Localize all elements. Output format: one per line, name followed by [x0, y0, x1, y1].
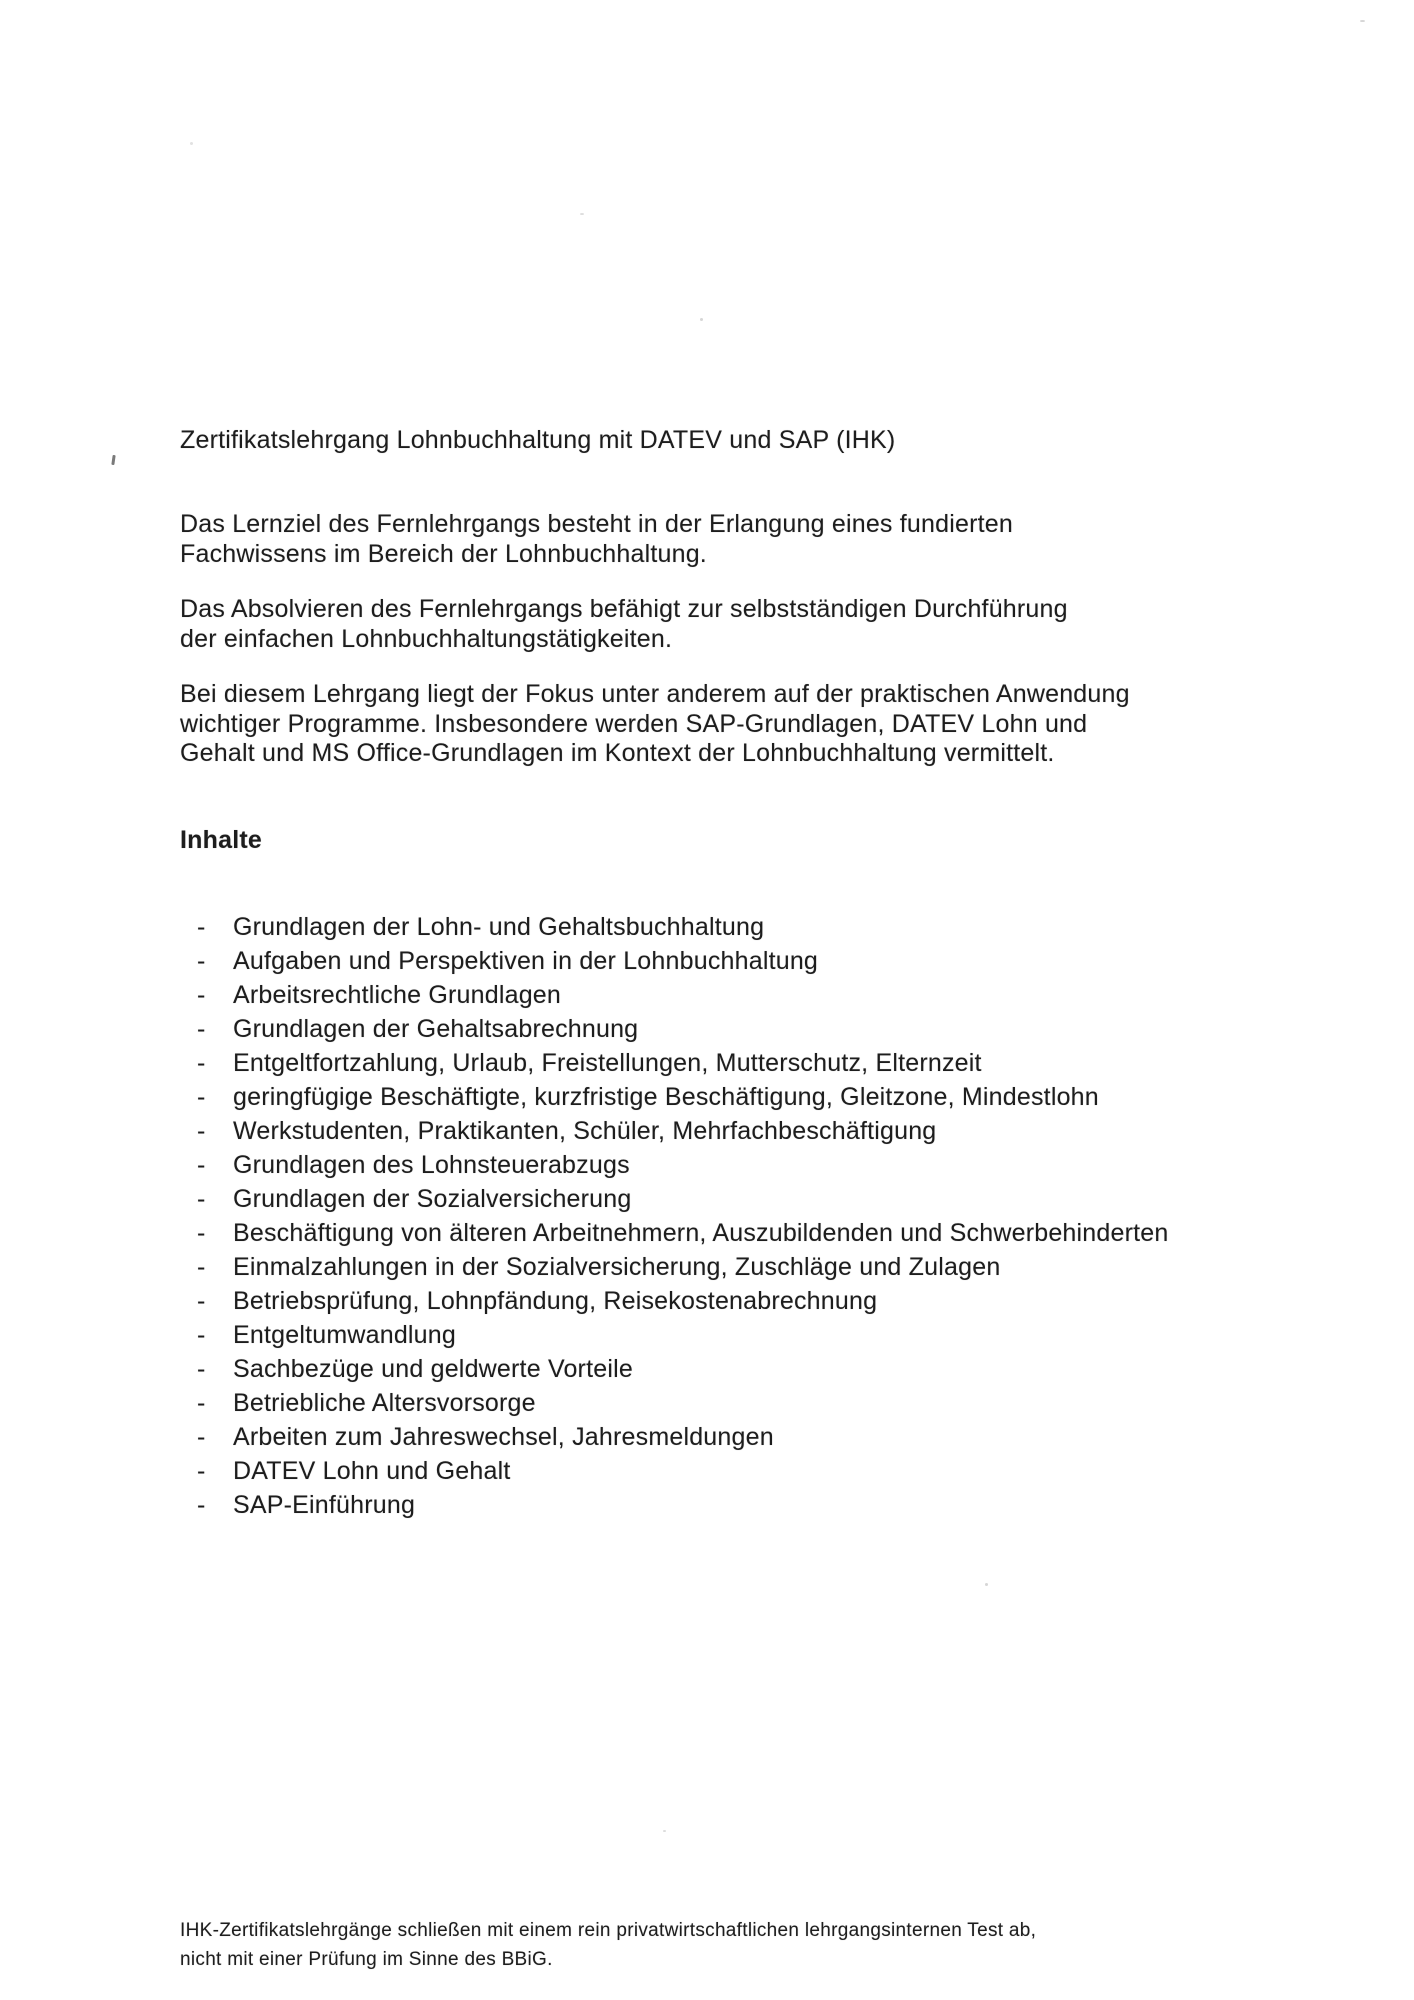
list-item-dash: - — [197, 1253, 206, 1281]
scan-speck — [580, 213, 584, 215]
list-item-text: geringfügige Beschäftigte, kurzfristige Beschäftigung, Gleitzone, Mindestlohn — [233, 1083, 1099, 1111]
list-item-text: Grundlagen der Sozialversicherung — [233, 1185, 632, 1213]
list-item — [197, 1182, 1168, 1216]
page-title: Zertifikatslehrgang Lohnbuchhaltung mit DATEV und SAP (IHK) — [180, 426, 896, 454]
paragraph-completion — [180, 595, 1068, 654]
list-item-dash: - — [197, 1457, 206, 1485]
paragraph-line: wichtiger Programme. Insbesondere werden SAP-Grundlagen, DATEV Lohn und — [180, 709, 1088, 738]
list-item-dash: - — [197, 1423, 206, 1451]
list-item-text: Betriebsprüfung, Lohnpfändung, Reisekostenabrechnung — [233, 1287, 878, 1315]
scan-speck — [190, 142, 193, 145]
list-item — [197, 1080, 1168, 1114]
scan-speck — [985, 1583, 988, 1586]
list-item — [197, 1454, 1168, 1488]
list-item — [197, 1352, 1168, 1386]
scan-speck — [663, 1830, 666, 1832]
list-item-dash: - — [197, 1015, 206, 1043]
list-item — [197, 1284, 1168, 1318]
list-item — [197, 1046, 1168, 1080]
paragraph-line: Bei diesem Lehrgang liegt der Fokus unter anderem auf der praktischen Anwendung — [180, 680, 1130, 708]
list-item-dash: - — [197, 1491, 206, 1519]
list-item-dash: - — [197, 913, 206, 941]
list-item-text: DATEV Lohn und Gehalt — [233, 1457, 511, 1485]
scan-speck — [1360, 20, 1365, 22]
list-item — [197, 1012, 1168, 1046]
section-heading-inhalte: Inhalte — [180, 826, 262, 854]
list-item-dash: - — [197, 1049, 206, 1077]
list-item-dash: - — [197, 947, 206, 975]
list-item — [197, 1386, 1168, 1420]
list-item-text: Einmalzahlungen in der Sozialversicherung, Zuschläge und Zulagen — [233, 1253, 1001, 1281]
scan-speck — [111, 455, 115, 465]
list-item-dash: - — [197, 1321, 206, 1349]
list-item-text: Werkstudenten, Praktikanten, Schüler, Mehrfachbeschäftigung — [233, 1117, 937, 1145]
list-item — [197, 1114, 1168, 1148]
list-item-dash: - — [197, 1287, 206, 1315]
list-item-text: SAP-Einführung — [233, 1491, 416, 1519]
footer-line: nicht mit einer Prüfung im Sinne des BBiG. — [180, 1949, 553, 1970]
list-item-text: Grundlagen des Lohnsteuerabzugs — [233, 1151, 630, 1179]
list-item-dash: - — [197, 1185, 206, 1213]
paragraph-line: der einfachen Lohnbuchhaltungstätigkeiten. — [180, 624, 673, 653]
list-item-dash: - — [197, 1355, 206, 1383]
list-item-dash: - — [197, 1117, 206, 1145]
footer-note — [180, 1916, 1036, 1974]
list-item-text: Grundlagen der Lohn- und Gehaltsbuchhaltung — [233, 913, 765, 941]
list-item-dash: - — [197, 1083, 206, 1111]
list-item — [197, 1318, 1168, 1352]
paragraph-line: Gehalt und MS Office-Grundlagen im Kontext der Lohnbuchhaltung vermittelt. — [180, 739, 1055, 767]
list-item-text: Beschäftigung von älteren Arbeitnehmern, Auszubildenden und Schwerbehinderten — [233, 1219, 1169, 1247]
paragraph-learning-goal — [180, 510, 1013, 569]
list-item-text: Betriebliche Altersvorsorge — [233, 1389, 536, 1417]
list-item-text: Entgeltfortzahlung, Urlaub, Freistellungen, Mutterschutz, Elternzeit — [233, 1049, 982, 1077]
list-item-dash: - — [197, 981, 206, 1009]
scan-speck — [700, 318, 703, 321]
list-item-text: Entgeltumwandlung — [233, 1321, 456, 1349]
list-item-dash: - — [197, 1219, 206, 1247]
paragraph-line: Das Lernziel des Fernlehrgangs besteht in der Erlangung eines fundierten — [180, 510, 1013, 538]
list-item-text: Sachbezüge und geldwerte Vorteile — [233, 1355, 633, 1383]
list-item — [197, 910, 1168, 944]
list-item-dash: - — [197, 1151, 206, 1179]
list-item — [197, 1420, 1168, 1454]
list-item — [197, 1148, 1168, 1182]
paragraph-focus — [180, 680, 1130, 769]
list-item-text: Aufgaben und Perspektiven in der Lohnbuchhaltung — [233, 947, 819, 975]
footer-line: IHK-Zertifikatslehrgänge schließen mit einem rein privatwirtschaftlichen lehrgangsinternen Test ab, — [180, 1920, 1037, 1941]
list-item — [197, 1216, 1168, 1250]
list-item — [197, 978, 1168, 1012]
list-item-text: Arbeitsrechtliche Grundlagen — [233, 981, 561, 1009]
list-item — [197, 1488, 1168, 1522]
list-item — [197, 1250, 1168, 1284]
paragraph-line: Das Absolvieren des Fernlehrgangs befähigt zur selbstständigen Durchführung — [180, 595, 1068, 623]
list-item — [197, 944, 1168, 978]
list-item-dash: - — [197, 1389, 206, 1417]
paragraph-line: Fachwissens im Bereich der Lohnbuchhaltung. — [180, 539, 707, 568]
topic-list — [197, 910, 1168, 1522]
list-item-text: Grundlagen der Gehaltsabrechnung — [233, 1015, 639, 1043]
list-item-text: Arbeiten zum Jahreswechsel, Jahresmeldungen — [233, 1423, 774, 1451]
